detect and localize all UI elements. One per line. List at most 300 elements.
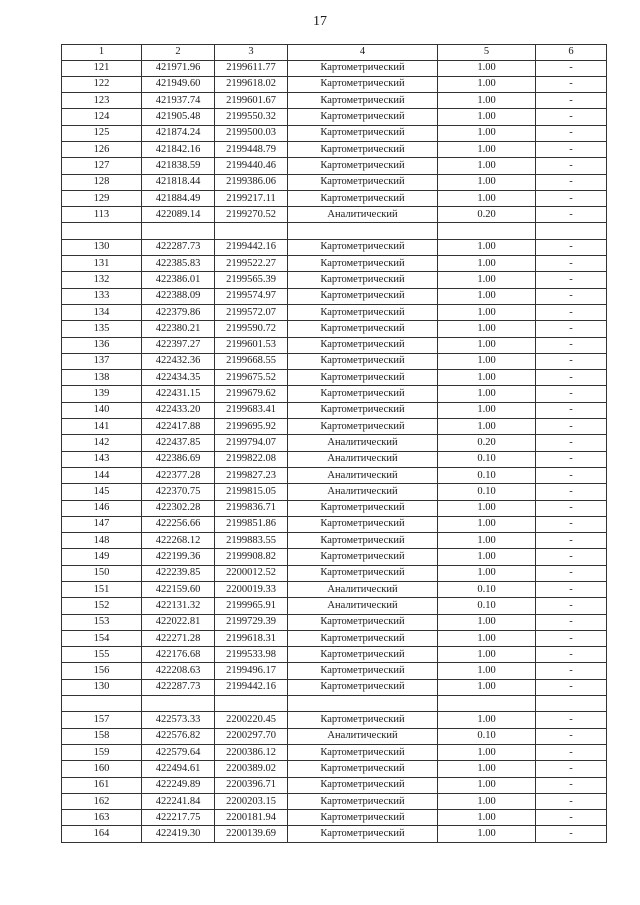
empty-cell: [62, 223, 142, 239]
accuracy-cell: 1.00: [438, 565, 536, 581]
note-cell: -: [536, 810, 607, 826]
table-row: [62, 337, 607, 353]
y-coordinate-cell: 2199908.82: [215, 549, 288, 565]
x-coordinate-cell: 422287.73: [142, 679, 215, 695]
point-number-cell: 135: [62, 321, 142, 337]
accuracy-cell: 1.00: [438, 337, 536, 353]
accuracy-cell: 1.00: [438, 614, 536, 630]
x-coordinate-cell: 422370.75: [142, 484, 215, 500]
note-cell: -: [536, 321, 607, 337]
accuracy-cell: 1.00: [438, 76, 536, 92]
y-coordinate-cell: 2199565.39: [215, 272, 288, 288]
method-cell: Картометрический: [288, 565, 438, 581]
table-row: [62, 109, 607, 125]
column-header: 3: [215, 45, 288, 61]
x-coordinate-cell: 422433.20: [142, 402, 215, 418]
x-coordinate-cell: 422208.63: [142, 663, 215, 679]
table-row: [62, 288, 607, 304]
point-number-cell: 146: [62, 500, 142, 516]
point-number-cell: 132: [62, 272, 142, 288]
table-row: [62, 141, 607, 157]
x-coordinate-cell: 422287.73: [142, 239, 215, 255]
point-number-cell: 161: [62, 777, 142, 793]
note-cell: -: [536, 793, 607, 809]
accuracy-cell: 1.00: [438, 663, 536, 679]
y-coordinate-cell: 2200139.69: [215, 826, 288, 842]
x-coordinate-cell: 422217.75: [142, 810, 215, 826]
note-cell: -: [536, 76, 607, 92]
y-coordinate-cell: 2199550.32: [215, 109, 288, 125]
table-row: [62, 712, 607, 728]
accuracy-cell: 0.10: [438, 484, 536, 500]
point-number-cell: 147: [62, 516, 142, 532]
point-number-cell: 151: [62, 582, 142, 598]
method-cell: Картометрический: [288, 386, 438, 402]
y-coordinate-cell: 2199675.52: [215, 370, 288, 386]
accuracy-cell: 1.00: [438, 761, 536, 777]
empty-cell: [536, 696, 607, 712]
y-coordinate-cell: 2199618.31: [215, 630, 288, 646]
accuracy-cell: 1.00: [438, 810, 536, 826]
method-cell: Картометрический: [288, 679, 438, 695]
table-row: [62, 826, 607, 842]
accuracy-cell: 1.00: [438, 516, 536, 532]
note-cell: -: [536, 402, 607, 418]
method-cell: Картометрический: [288, 761, 438, 777]
table-row: [62, 500, 607, 516]
y-coordinate-cell: 2199695.92: [215, 419, 288, 435]
point-number-cell: 152: [62, 598, 142, 614]
table-row: [62, 386, 607, 402]
accuracy-cell: 1.00: [438, 500, 536, 516]
table-row: [62, 663, 607, 679]
page-number: 17: [313, 14, 327, 29]
method-cell: Аналитический: [288, 484, 438, 500]
method-cell: Картометрический: [288, 647, 438, 663]
method-cell: Картометрический: [288, 76, 438, 92]
note-cell: -: [536, 288, 607, 304]
y-coordinate-cell: 2200297.70: [215, 728, 288, 744]
y-coordinate-cell: 2199533.98: [215, 647, 288, 663]
method-cell: Картометрический: [288, 239, 438, 255]
y-coordinate-cell: 2200181.94: [215, 810, 288, 826]
table-row: [62, 304, 607, 320]
note-cell: -: [536, 419, 607, 435]
table-row: [62, 174, 607, 190]
point-number-cell: 148: [62, 533, 142, 549]
y-coordinate-cell: 2199883.55: [215, 533, 288, 549]
accuracy-cell: 1.00: [438, 826, 536, 842]
method-cell: Картометрический: [288, 272, 438, 288]
method-cell: Картометрический: [288, 353, 438, 369]
table-row: [62, 777, 607, 793]
y-coordinate-cell: 2199794.07: [215, 435, 288, 451]
y-coordinate-cell: 2199448.79: [215, 141, 288, 157]
method-cell: Картометрический: [288, 158, 438, 174]
note-cell: -: [536, 826, 607, 842]
method-cell: Аналитический: [288, 435, 438, 451]
note-cell: -: [536, 60, 607, 76]
table-row: [62, 582, 607, 598]
x-coordinate-cell: 422268.12: [142, 533, 215, 549]
table-row: [62, 647, 607, 663]
point-number-cell: 140: [62, 402, 142, 418]
table-row: [62, 93, 607, 109]
accuracy-cell: 1.00: [438, 386, 536, 402]
method-cell: Картометрический: [288, 288, 438, 304]
table-row: [62, 728, 607, 744]
x-coordinate-cell: 421842.16: [142, 141, 215, 157]
accuracy-cell: 1.00: [438, 712, 536, 728]
x-coordinate-cell: 421905.48: [142, 109, 215, 125]
table-row: [62, 549, 607, 565]
x-coordinate-cell: 421818.44: [142, 174, 215, 190]
point-number-cell: 156: [62, 663, 142, 679]
y-coordinate-cell: 2199815.05: [215, 484, 288, 500]
y-coordinate-cell: 2199442.16: [215, 679, 288, 695]
point-number-cell: 134: [62, 304, 142, 320]
note-cell: -: [536, 614, 607, 630]
x-coordinate-cell: 422380.21: [142, 321, 215, 337]
method-cell: Картометрический: [288, 190, 438, 206]
x-coordinate-cell: 422437.85: [142, 435, 215, 451]
point-number-cell: 159: [62, 744, 142, 760]
point-number-cell: 127: [62, 158, 142, 174]
note-cell: -: [536, 174, 607, 190]
note-cell: -: [536, 109, 607, 125]
table-row: [62, 353, 607, 369]
table-row: [62, 207, 607, 223]
y-coordinate-cell: 2199683.41: [215, 402, 288, 418]
table-row: [62, 239, 607, 255]
table-row: [62, 321, 607, 337]
method-cell: Картометрический: [288, 516, 438, 532]
point-number-cell: 123: [62, 93, 142, 109]
coordinates-table: [61, 44, 607, 843]
table-body: [62, 60, 607, 842]
note-cell: -: [536, 256, 607, 272]
accuracy-cell: 1.00: [438, 256, 536, 272]
note-cell: -: [536, 630, 607, 646]
x-coordinate-cell: 422388.09: [142, 288, 215, 304]
y-coordinate-cell: 2199827.23: [215, 467, 288, 483]
method-cell: Аналитический: [288, 598, 438, 614]
x-coordinate-cell: 422385.83: [142, 256, 215, 272]
accuracy-cell: 1.00: [438, 777, 536, 793]
point-number-cell: 130: [62, 239, 142, 255]
accuracy-cell: 1.00: [438, 353, 536, 369]
point-number-cell: 141: [62, 419, 142, 435]
accuracy-cell: 1.00: [438, 304, 536, 320]
y-coordinate-cell: 2200019.33: [215, 582, 288, 598]
accuracy-cell: 1.00: [438, 288, 536, 304]
separator-row: [62, 223, 607, 239]
method-cell: Картометрический: [288, 533, 438, 549]
point-number-cell: 128: [62, 174, 142, 190]
x-coordinate-cell: 422022.81: [142, 614, 215, 630]
y-coordinate-cell: 2199618.02: [215, 76, 288, 92]
table-row: [62, 793, 607, 809]
table-row: [62, 451, 607, 467]
method-cell: Картометрический: [288, 810, 438, 826]
method-cell: Картометрический: [288, 174, 438, 190]
y-coordinate-cell: 2199601.67: [215, 93, 288, 109]
y-coordinate-cell: 2199611.77: [215, 60, 288, 76]
accuracy-cell: 1.00: [438, 793, 536, 809]
method-cell: Картометрический: [288, 141, 438, 157]
method-cell: Картометрический: [288, 125, 438, 141]
table-row: [62, 125, 607, 141]
table-row: [62, 158, 607, 174]
accuracy-cell: 1.00: [438, 239, 536, 255]
header-row: [62, 45, 607, 61]
x-coordinate-cell: 422302.28: [142, 500, 215, 516]
note-cell: -: [536, 207, 607, 223]
method-cell: Картометрический: [288, 419, 438, 435]
table-row: [62, 370, 607, 386]
x-coordinate-cell: 422576.82: [142, 728, 215, 744]
point-number-cell: 122: [62, 76, 142, 92]
empty-cell: [62, 696, 142, 712]
table-row: [62, 679, 607, 695]
point-number-cell: 157: [62, 712, 142, 728]
method-cell: Аналитический: [288, 207, 438, 223]
point-number-cell: 164: [62, 826, 142, 842]
method-cell: Картометрический: [288, 500, 438, 516]
note-cell: -: [536, 549, 607, 565]
note-cell: -: [536, 386, 607, 402]
empty-cell: [536, 223, 607, 239]
accuracy-cell: 1.00: [438, 533, 536, 549]
note-cell: -: [536, 272, 607, 288]
column-header: 4: [288, 45, 438, 61]
note-cell: -: [536, 679, 607, 695]
x-coordinate-cell: 421884.49: [142, 190, 215, 206]
note-cell: -: [536, 353, 607, 369]
method-cell: Картометрический: [288, 402, 438, 418]
accuracy-cell: 0.20: [438, 207, 536, 223]
point-number-cell: 142: [62, 435, 142, 451]
table-row: [62, 190, 607, 206]
y-coordinate-cell: 2199965.91: [215, 598, 288, 614]
point-number-cell: 131: [62, 256, 142, 272]
note-cell: -: [536, 500, 607, 516]
note-cell: -: [536, 744, 607, 760]
x-coordinate-cell: 422379.86: [142, 304, 215, 320]
note-cell: -: [536, 435, 607, 451]
x-coordinate-cell: 422432.36: [142, 353, 215, 369]
method-cell: Картометрический: [288, 304, 438, 320]
y-coordinate-cell: 2200220.45: [215, 712, 288, 728]
point-number-cell: 125: [62, 125, 142, 141]
y-coordinate-cell: 2200389.02: [215, 761, 288, 777]
method-cell: Картометрический: [288, 256, 438, 272]
table-row: [62, 484, 607, 500]
accuracy-cell: 0.10: [438, 467, 536, 483]
point-number-cell: 136: [62, 337, 142, 353]
x-coordinate-cell: 422417.88: [142, 419, 215, 435]
point-number-cell: 137: [62, 353, 142, 369]
method-cell: Картометрический: [288, 663, 438, 679]
x-coordinate-cell: 422494.61: [142, 761, 215, 777]
point-number-cell: 153: [62, 614, 142, 630]
method-cell: Картометрический: [288, 826, 438, 842]
column-header: 2: [142, 45, 215, 61]
column-header: 1: [62, 45, 142, 61]
accuracy-cell: 1.00: [438, 141, 536, 157]
table-row: [62, 744, 607, 760]
y-coordinate-cell: 2199574.97: [215, 288, 288, 304]
empty-cell: [215, 696, 288, 712]
empty-cell: [142, 223, 215, 239]
y-coordinate-cell: 2199386.06: [215, 174, 288, 190]
table-row: [62, 76, 607, 92]
note-cell: -: [536, 533, 607, 549]
note-cell: -: [536, 712, 607, 728]
point-number-cell: 160: [62, 761, 142, 777]
point-number-cell: 154: [62, 630, 142, 646]
note-cell: -: [536, 777, 607, 793]
x-coordinate-cell: 422271.28: [142, 630, 215, 646]
accuracy-cell: 1.00: [438, 419, 536, 435]
x-coordinate-cell: 421949.60: [142, 76, 215, 92]
note-cell: -: [536, 728, 607, 744]
x-coordinate-cell: 422256.66: [142, 516, 215, 532]
point-number-cell: 113: [62, 207, 142, 223]
note-cell: -: [536, 337, 607, 353]
y-coordinate-cell: 2199729.39: [215, 614, 288, 630]
table-row: [62, 435, 607, 451]
point-number-cell: 144: [62, 467, 142, 483]
accuracy-cell: 1.00: [438, 174, 536, 190]
point-number-cell: 124: [62, 109, 142, 125]
table-row: [62, 614, 607, 630]
table-row: [62, 630, 607, 646]
accuracy-cell: 1.00: [438, 60, 536, 76]
point-number-cell: 121: [62, 60, 142, 76]
point-number-cell: 163: [62, 810, 142, 826]
note-cell: -: [536, 239, 607, 255]
point-number-cell: 129: [62, 190, 142, 206]
y-coordinate-cell: 2200012.52: [215, 565, 288, 581]
point-number-cell: 149: [62, 549, 142, 565]
y-coordinate-cell: 2200396.71: [215, 777, 288, 793]
x-coordinate-cell: 422131.32: [142, 598, 215, 614]
point-number-cell: 126: [62, 141, 142, 157]
y-coordinate-cell: 2199440.46: [215, 158, 288, 174]
note-cell: -: [536, 598, 607, 614]
accuracy-cell: 1.00: [438, 321, 536, 337]
table-row: [62, 810, 607, 826]
accuracy-cell: 1.00: [438, 679, 536, 695]
empty-cell: [438, 696, 536, 712]
method-cell: Картометрический: [288, 93, 438, 109]
empty-cell: [288, 696, 438, 712]
method-cell: Картометрический: [288, 744, 438, 760]
method-cell: Картометрический: [288, 370, 438, 386]
point-number-cell: 155: [62, 647, 142, 663]
table-row: [62, 761, 607, 777]
note-cell: -: [536, 516, 607, 532]
note-cell: -: [536, 565, 607, 581]
y-coordinate-cell: 2199270.52: [215, 207, 288, 223]
method-cell: Картометрический: [288, 109, 438, 125]
y-coordinate-cell: 2199601.53: [215, 337, 288, 353]
x-coordinate-cell: 422397.27: [142, 337, 215, 353]
point-number-cell: 162: [62, 793, 142, 809]
table-row: [62, 419, 607, 435]
table-row: [62, 565, 607, 581]
point-number-cell: 139: [62, 386, 142, 402]
accuracy-cell: 0.10: [438, 728, 536, 744]
x-coordinate-cell: 421971.96: [142, 60, 215, 76]
table-row: [62, 272, 607, 288]
method-cell: Картометрический: [288, 321, 438, 337]
accuracy-cell: 1.00: [438, 744, 536, 760]
accuracy-cell: 1.00: [438, 272, 536, 288]
point-number-cell: 138: [62, 370, 142, 386]
method-cell: Картометрический: [288, 630, 438, 646]
y-coordinate-cell: 2199442.16: [215, 239, 288, 255]
accuracy-cell: 1.00: [438, 125, 536, 141]
x-coordinate-cell: 421838.59: [142, 158, 215, 174]
note-cell: -: [536, 158, 607, 174]
point-number-cell: 143: [62, 451, 142, 467]
method-cell: Картометрический: [288, 777, 438, 793]
y-coordinate-cell: 2199590.72: [215, 321, 288, 337]
note-cell: -: [536, 582, 607, 598]
y-coordinate-cell: 2200386.12: [215, 744, 288, 760]
x-coordinate-cell: 422176.68: [142, 647, 215, 663]
table-row: [62, 467, 607, 483]
method-cell: Аналитический: [288, 467, 438, 483]
note-cell: -: [536, 190, 607, 206]
accuracy-cell: 1.00: [438, 370, 536, 386]
accuracy-cell: 0.20: [438, 435, 536, 451]
x-coordinate-cell: 422579.64: [142, 744, 215, 760]
column-header: 5: [438, 45, 536, 61]
note-cell: -: [536, 451, 607, 467]
empty-cell: [288, 223, 438, 239]
table-row: [62, 598, 607, 614]
method-cell: Картометрический: [288, 549, 438, 565]
table-row: [62, 256, 607, 272]
method-cell: Картометрический: [288, 60, 438, 76]
point-number-cell: 133: [62, 288, 142, 304]
accuracy-cell: 0.10: [438, 598, 536, 614]
table-row: [62, 516, 607, 532]
table-row: [62, 533, 607, 549]
empty-cell: [142, 696, 215, 712]
separator-row: [62, 696, 607, 712]
x-coordinate-cell: 422377.28: [142, 467, 215, 483]
accuracy-cell: 1.00: [438, 549, 536, 565]
note-cell: -: [536, 304, 607, 320]
point-number-cell: 158: [62, 728, 142, 744]
accuracy-cell: 0.10: [438, 582, 536, 598]
method-cell: Аналитический: [288, 582, 438, 598]
y-coordinate-cell: 2199836.71: [215, 500, 288, 516]
note-cell: -: [536, 484, 607, 500]
y-coordinate-cell: 2199496.17: [215, 663, 288, 679]
accuracy-cell: 1.00: [438, 630, 536, 646]
accuracy-cell: 1.00: [438, 647, 536, 663]
x-coordinate-cell: 422431.15: [142, 386, 215, 402]
x-coordinate-cell: 422573.33: [142, 712, 215, 728]
method-cell: Аналитический: [288, 728, 438, 744]
method-cell: Картометрический: [288, 712, 438, 728]
column-header: 6: [536, 45, 607, 61]
